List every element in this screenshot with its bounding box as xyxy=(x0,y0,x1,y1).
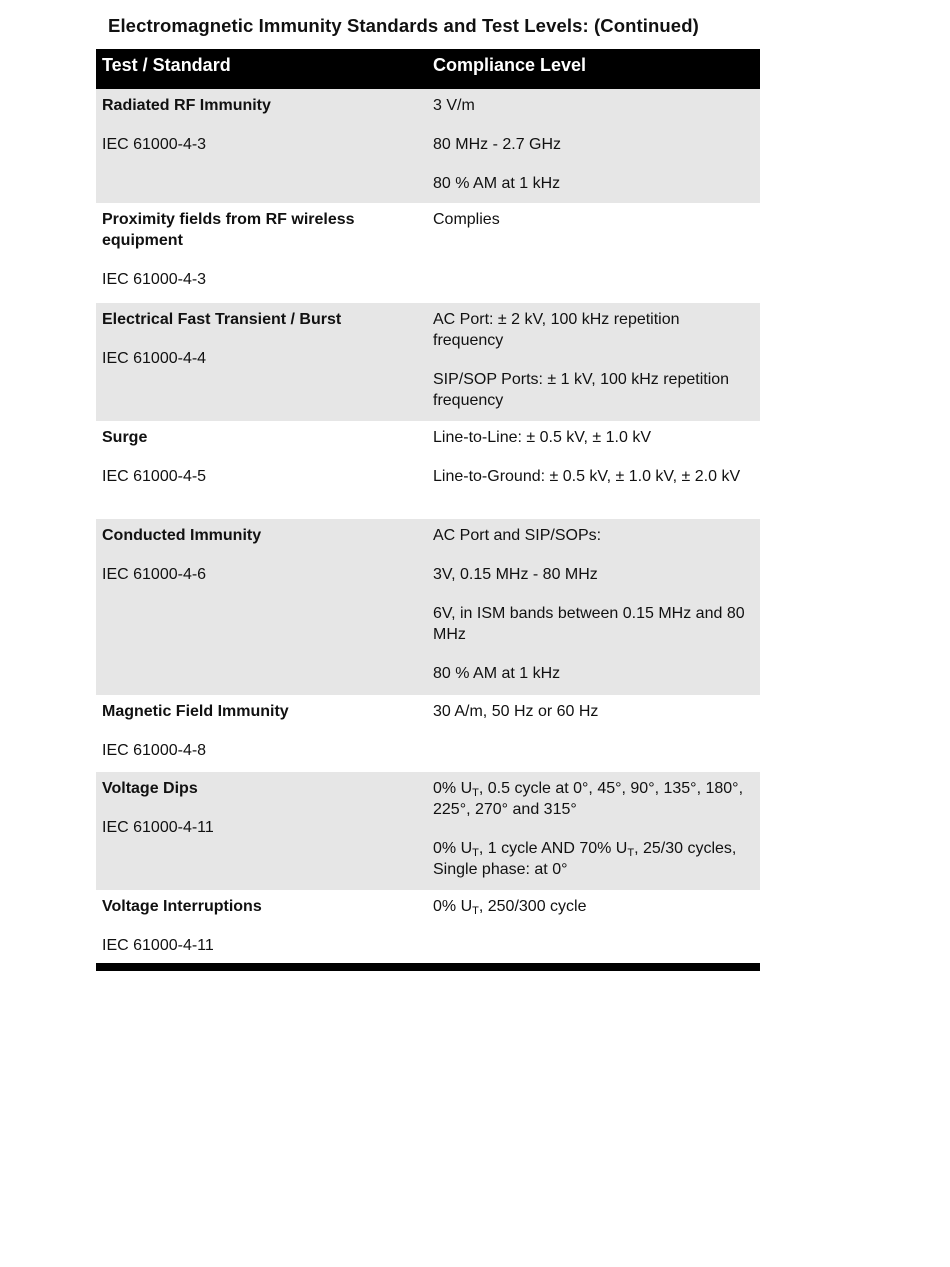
table-row xyxy=(96,303,760,421)
test-cell xyxy=(96,89,427,203)
table-row xyxy=(96,890,760,963)
test-standard: IEC 61000-4-6 xyxy=(102,566,207,583)
compliance-cell xyxy=(427,421,760,519)
level-subscript: T xyxy=(627,847,635,859)
test-cell xyxy=(96,421,427,519)
page-title: Electromagnetic Immunity Standards and Test Levels: (Continued) xyxy=(108,15,699,36)
test-cell xyxy=(96,519,427,695)
compliance-cell xyxy=(427,772,760,890)
compliance-level: AC Port: ± 2 kV, 100 kHz repetition frequency xyxy=(433,311,680,349)
compliance-cell xyxy=(427,303,760,421)
table-header xyxy=(96,49,760,89)
compliance-level: SIP/SOP Ports: ± 1 kV, 100 kHz repetition frequency xyxy=(433,371,730,409)
compliance-cell xyxy=(427,519,760,695)
level-subscript: T xyxy=(472,787,479,799)
level-text: 0% U xyxy=(433,840,473,857)
test-name: Proximity fields from RF wireless equipment xyxy=(102,211,355,249)
test-cell xyxy=(96,772,427,890)
compliance-level: 3V, 0.15 MHz - 80 MHz xyxy=(433,566,598,583)
table-row xyxy=(96,695,760,772)
test-name: Surge xyxy=(102,429,148,446)
test-standard: IEC 61000-4-4 xyxy=(102,350,207,367)
compliance-level: AC Port and SIP/SOPs: xyxy=(433,527,602,544)
test-standard: IEC 61000-4-8 xyxy=(102,742,207,759)
header-compliance-level: Compliance Level xyxy=(433,55,587,75)
test-standard: IEC 61000-4-11 xyxy=(102,937,214,954)
table-row xyxy=(96,772,760,890)
test-name: Voltage Interruptions xyxy=(102,898,262,915)
table-bottom-rule xyxy=(96,963,760,971)
level-text: 0% U xyxy=(433,780,473,797)
compliance-level: 80 % AM at 1 kHz xyxy=(433,175,561,192)
compliance-level: 80 % AM at 1 kHz xyxy=(433,665,561,682)
level-text: , 250/300 cycle xyxy=(478,898,587,915)
compliance-cell xyxy=(427,890,760,963)
test-name: Voltage Dips xyxy=(102,780,198,797)
level-text: , 1 cycle AND 70% U xyxy=(478,840,628,857)
level-text: , 0.5 cycle at 0°, 45°, 90°, 135°, 180°, 225°, 270° and 315° xyxy=(433,780,744,818)
compliance-cell xyxy=(427,203,760,303)
table-row xyxy=(96,203,760,303)
table-row xyxy=(96,421,760,519)
test-name: Radiated RF Immunity xyxy=(102,97,271,114)
compliance-level xyxy=(433,838,752,880)
test-cell xyxy=(96,203,427,303)
level-text: 0% U xyxy=(433,898,473,915)
compliance-level: Complies xyxy=(433,211,500,228)
level-text: , 25/30 cycles, Single phase: at 0° xyxy=(433,840,737,878)
compliance-level xyxy=(433,778,752,820)
test-cell xyxy=(96,303,427,421)
test-name: Magnetic Field Immunity xyxy=(102,703,289,720)
table-row xyxy=(96,89,760,203)
compliance-level: Line-to-Line: ± 0.5 kV, ± 1.0 kV xyxy=(433,429,651,446)
header-test-standard: Test / Standard xyxy=(102,55,231,75)
compliance-level: 6V, in ISM bands between 0.15 MHz and 80 MHz xyxy=(433,605,745,643)
table-row xyxy=(96,519,760,695)
compliance-cell xyxy=(427,89,760,203)
test-name: Electrical Fast Transient / Burst xyxy=(102,311,342,328)
test-standard: IEC 61000-4-3 xyxy=(102,136,207,153)
compliance-level: 80 MHz - 2.7 GHz xyxy=(433,136,562,153)
level-subscript: T xyxy=(472,847,479,859)
compliance-level: 30 A/m, 50 Hz or 60 Hz xyxy=(433,703,599,720)
compliance-level: 3 V/m xyxy=(433,97,475,114)
compliance-level: Line-to-Ground: ± 0.5 kV, ± 1.0 kV, ± 2.0 kV xyxy=(433,468,741,485)
immunity-table xyxy=(96,49,760,971)
test-cell xyxy=(96,695,427,772)
test-standard: IEC 61000-4-11 xyxy=(102,819,214,836)
test-standard: IEC 61000-4-3 xyxy=(102,271,207,288)
compliance-cell xyxy=(427,695,760,772)
test-name: Conducted Immunity xyxy=(102,527,262,544)
test-standard: IEC 61000-4-5 xyxy=(102,468,207,485)
compliance-level xyxy=(433,896,752,917)
test-cell xyxy=(96,890,427,963)
level-subscript: T xyxy=(472,905,479,917)
